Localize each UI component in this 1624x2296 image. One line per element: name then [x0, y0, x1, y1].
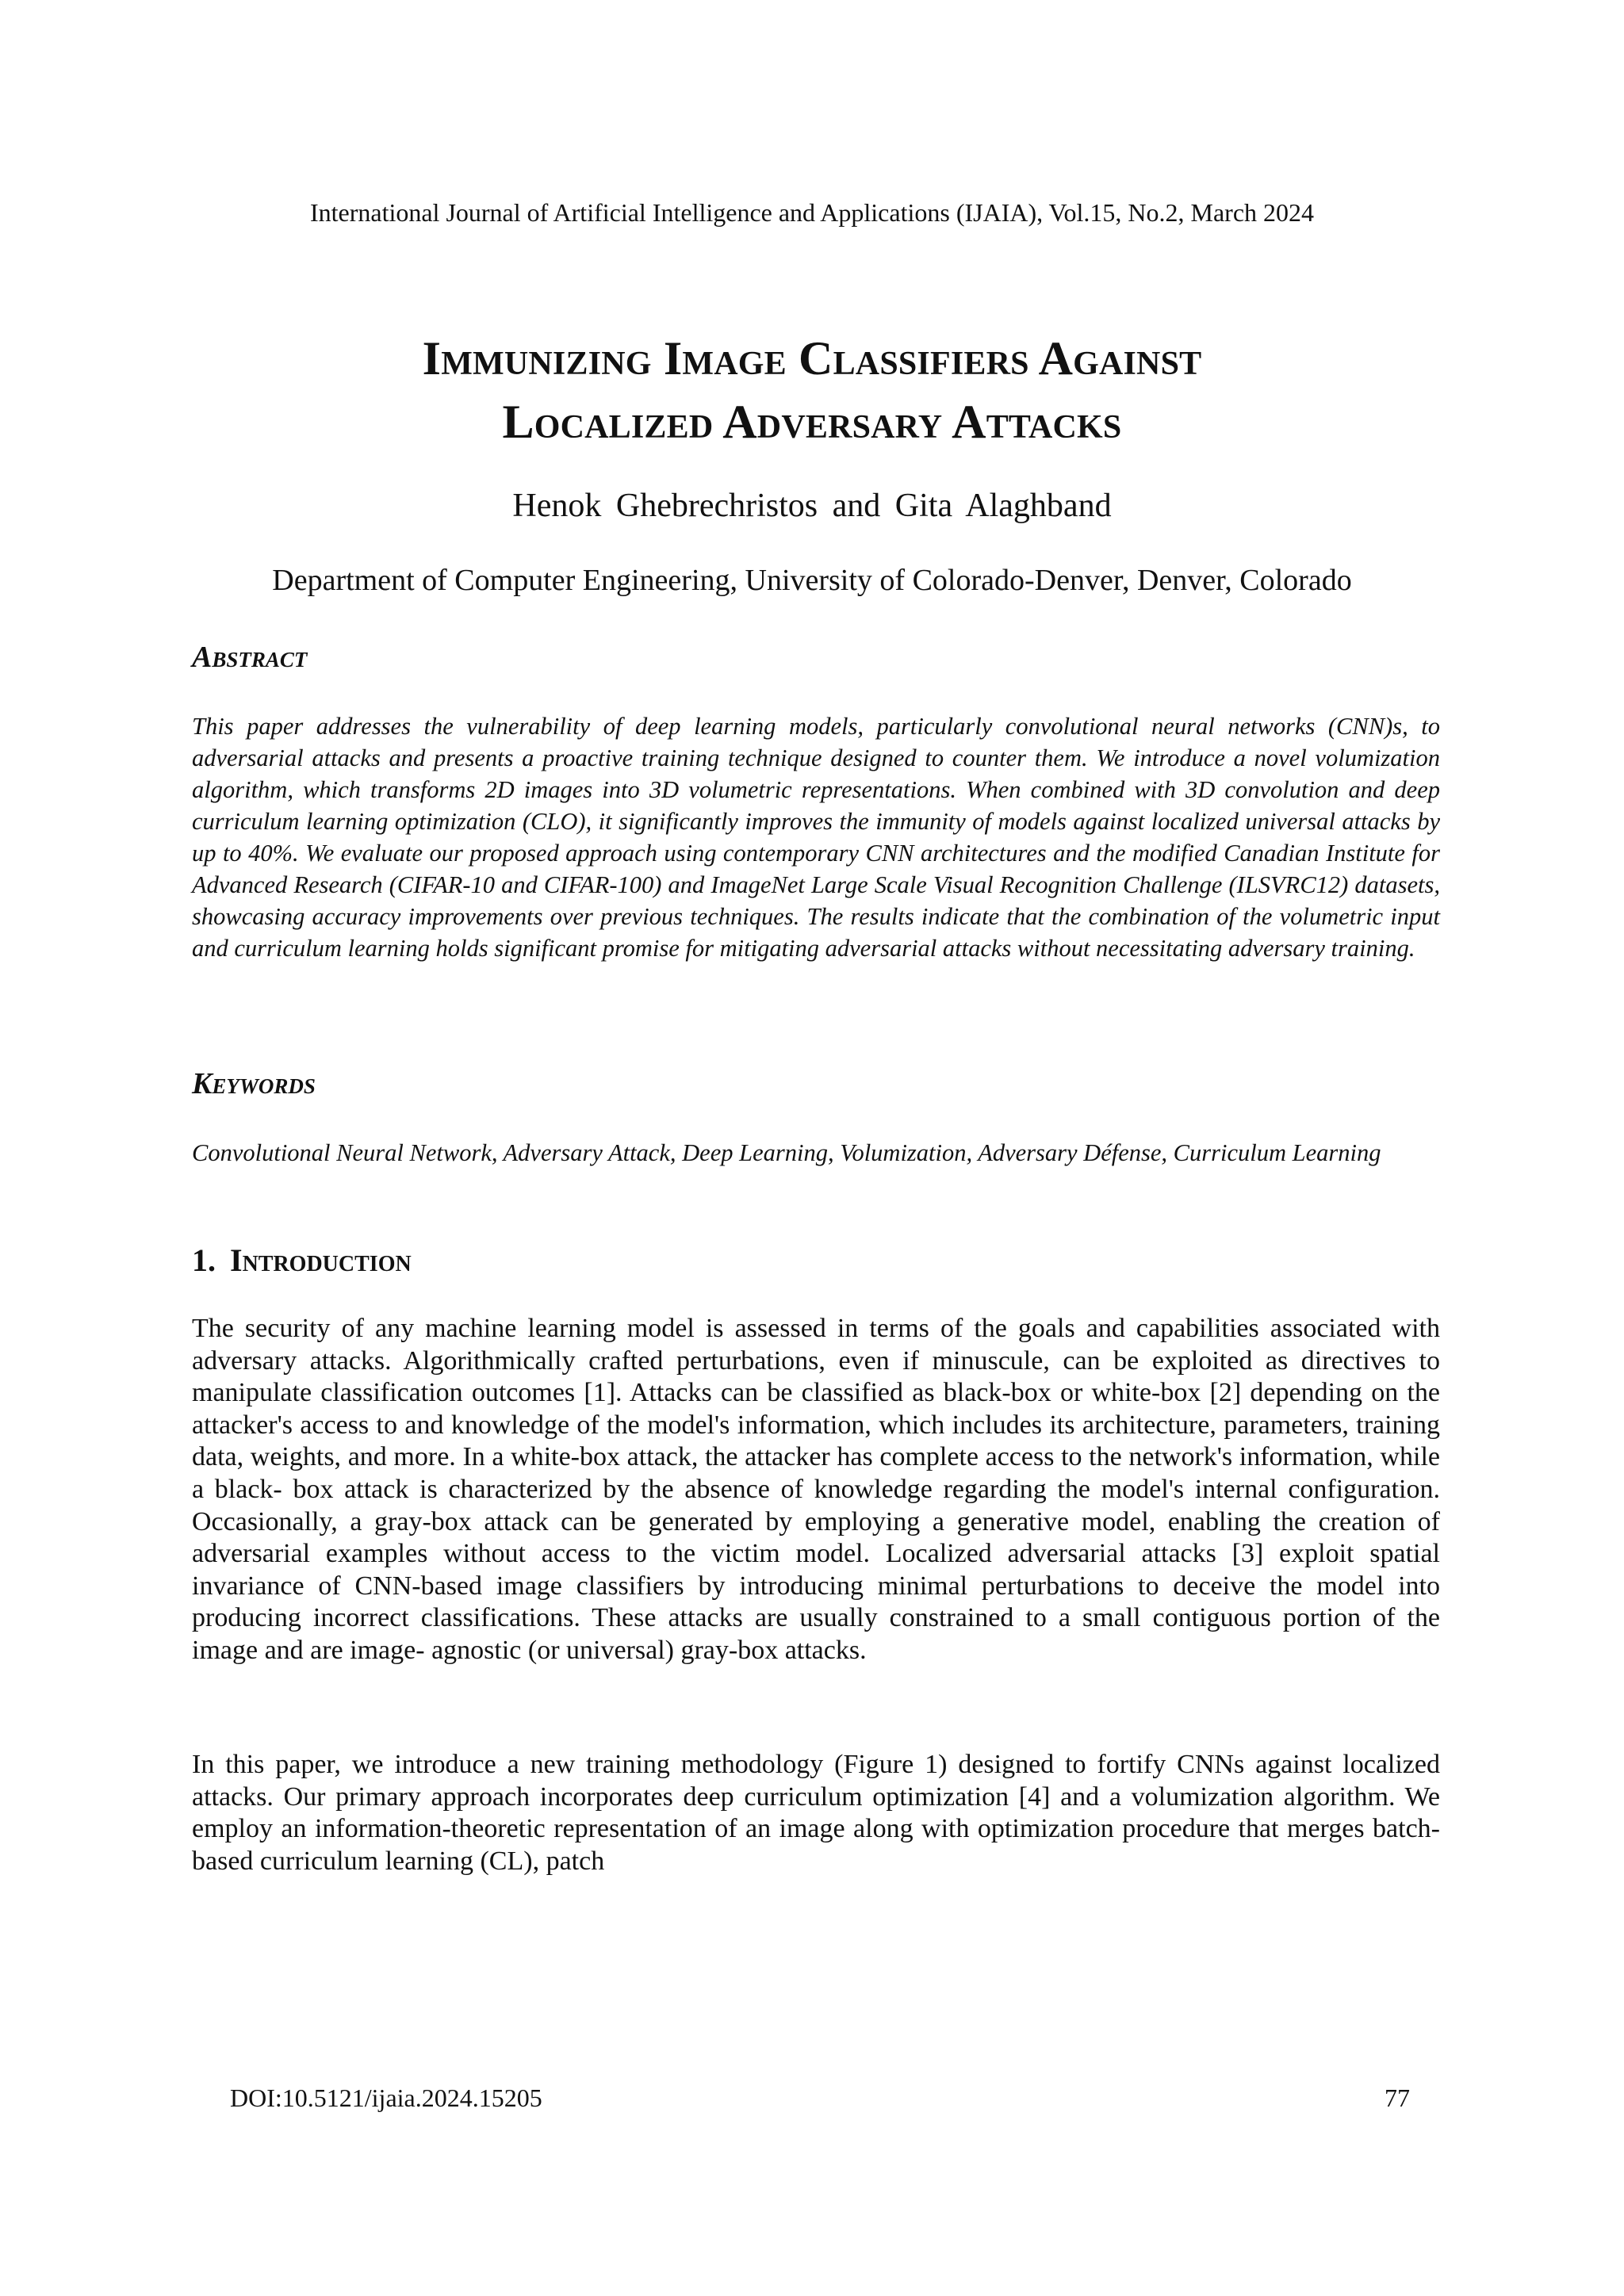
abstract-text: This paper addresses the vulnerability of deep learning models, particularly convolutional neural networks (CNN)s, to adversarial attacks and presents a proactive training technique designed to counter them. We introduce a novel volumization algorithm, which transforms 2D images into 3D volumetric representations. When combined with 3D convolution and deep curriculum learning optimization (CLO), it significantly improves the immunity of models against localized universal attacks by up to 40%. We evaluate our proposed approach using contemporary CNN architectures and the modified Canadian Institute for Advanced Research (CIFAR-10 and CIFAR-100) and ImageNet Large Scale Visual Recognition Challenge (ILSVRC12) datasets, showcasing accuracy improvements over previous techniques. The results indicate that the combination of the volumetric input and curriculum learning holds significant promise for mitigating adversarial attacks without necessitating adversary training. — [192, 713, 1440, 962]
section-title: Introduction — [230, 1242, 412, 1278]
keywords-text: Convolutional Neural Network, Adversary Attack, Deep Learning, Volumization, Adversary Défense, Curriculum Learning — [192, 1139, 1381, 1166]
title-line-1: Immunizing Image Classifiers Against — [422, 332, 1202, 385]
running-header: International Journal of Artificial Intelligence and Applications (IJAIA), Vol.15, No.2, March 2024 — [309, 198, 1315, 227]
introduction-heading — [192, 1242, 1440, 1280]
page-number: 77 — [1385, 2084, 1410, 2112]
introduction-paragraph-1: The security of any machine learning model is assessed in terms of the goals and capabilities associated with adversary attacks. Algorithmically crafted perturbations, even if minuscule, can be exploited as directives to manipulate classification outcomes [1]. Attacks can be classified as black-box or white-box [2] depending on the attacker's access to and knowledge of the model's information, which includes its architecture, parameters, training data, weights, and more. In a white-box attack, the attacker has complete access to the network's information, while a black- box attack is characterized by the absence of knowledge regarding the model's internal configuration. Occasionally, a gray-box attack can be generated by employing a generative model, enabling the creation of adversarial examples without access to the victim model. Localized adversarial attacks [3] exploit spatial invariance of CNN-based image classifiers by introducing minimal perturbations to deceive the model into producing incorrect classifications. These attacks are usually constrained to a small contiguous portion of the image and are image- agnostic (or universal) gray-box attacks. — [192, 1314, 1440, 1665]
abstract-heading: Abstract — [192, 641, 308, 674]
introduction-paragraph-2: In this paper, we introduce a new training methodology (Figure 1) designed to fortify CNNs against localized attacks. Our primary approach incorporates deep curriculum optimization [4] and a volumization algorithm. We employ an information-theoretic representation of an image along with optimization procedure that merges batch-based curriculum learning (CL), patch — [192, 1750, 1440, 1876]
keywords-heading: Keywords — [192, 1067, 316, 1100]
paper-title — [0, 327, 1624, 453]
section-number: 1. — [192, 1242, 216, 1278]
authors: Henok Ghebrechristos and Gita Alaghband — [512, 488, 1112, 524]
title-line-2: Localized Adversary Attacks — [502, 396, 1122, 448]
affiliation: Department of Computer Engineering, University of Colorado-Denver, Denver, Colorado — [272, 564, 1352, 597]
footer-doi: DOI:10.5121/ijaia.2024.15205 — [230, 2084, 542, 2112]
